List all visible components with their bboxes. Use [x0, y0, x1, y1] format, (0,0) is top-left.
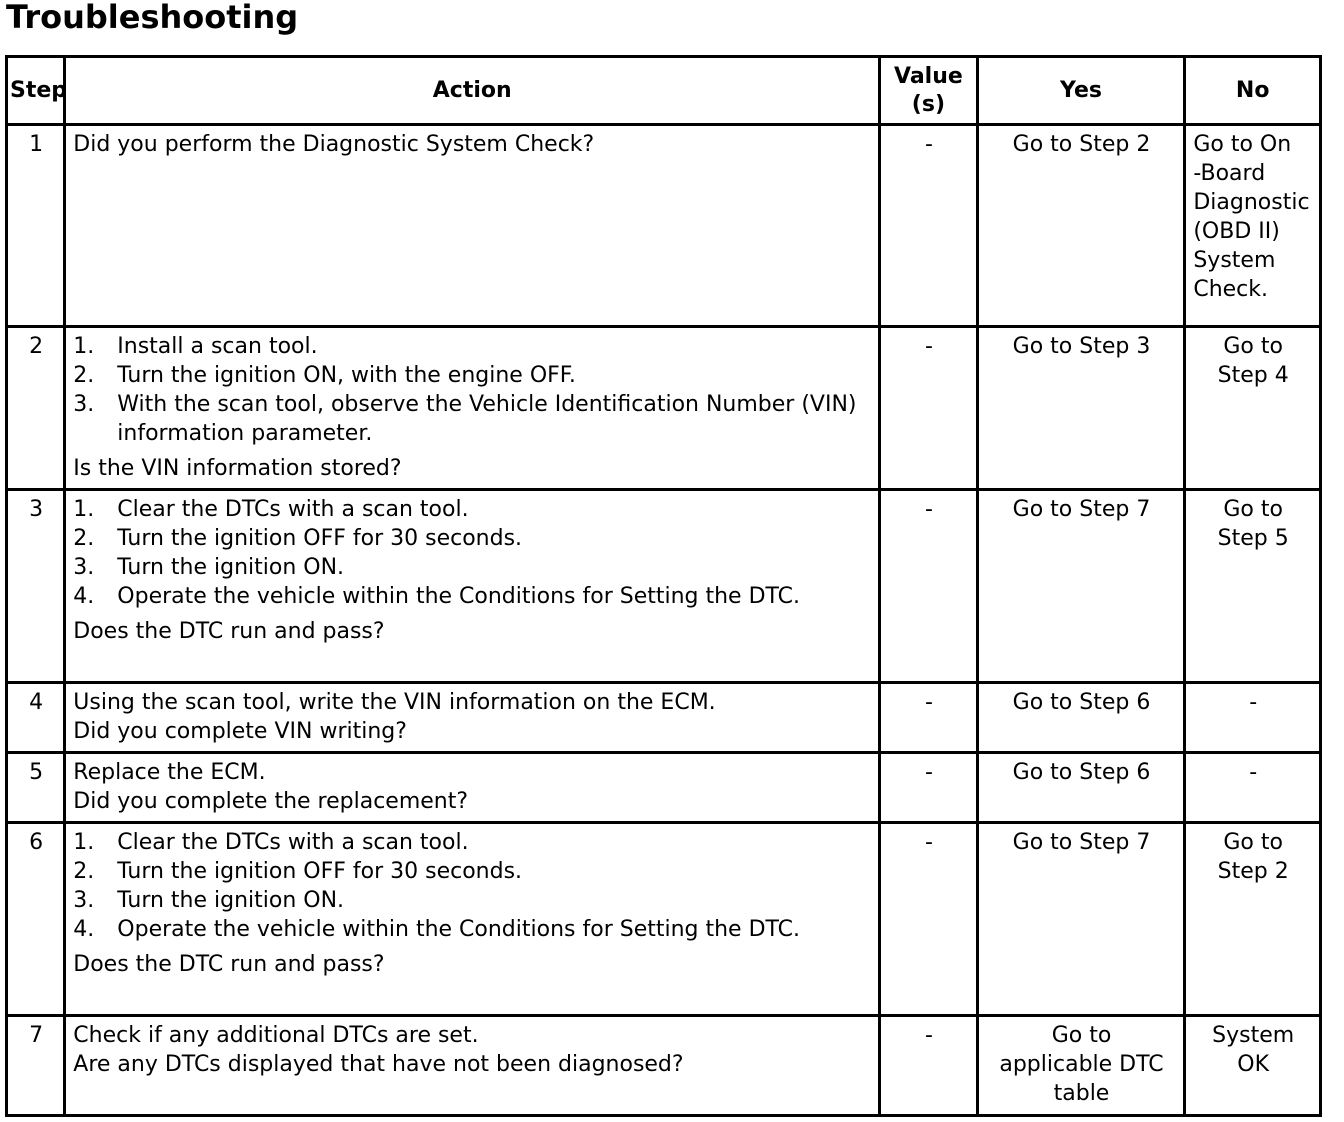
action-step-number: 1. [73, 334, 95, 359]
yes-cell: Go to Step 2 [977, 125, 1185, 327]
header-value [880, 57, 977, 125]
no-line: Step 2 [1217, 859, 1289, 884]
action-step-number: 2. [73, 526, 95, 551]
action-question: Is the VIN information stored? [73, 456, 402, 481]
action-line: Did you complete VIN writing? [73, 719, 407, 744]
action-cell [65, 490, 880, 683]
yes-line: applicable DTC [999, 1052, 1164, 1077]
action-step-number: 2. [73, 363, 95, 388]
no-cell [1185, 753, 1321, 823]
step-number: 5 [7, 753, 65, 823]
value-cell: - [880, 683, 977, 753]
action-step-text: Clear the DTCs with a scan tool. [117, 497, 469, 522]
no-line: Step 4 [1217, 363, 1289, 388]
no-line: Go to [1223, 334, 1283, 359]
yes-line: Go to [1051, 1023, 1112, 1048]
yes-cell: Go to Step 3 [977, 327, 1185, 490]
step-number: 2 [7, 327, 65, 490]
no-cell [1185, 125, 1321, 327]
action-cell [65, 125, 880, 327]
step-number: 4 [7, 683, 65, 753]
value-cell: - [880, 327, 977, 490]
value-cell: - [880, 1016, 977, 1116]
no-line: Go to On [1193, 132, 1292, 157]
troubleshooting-table [5, 55, 1322, 1117]
action-step-item [73, 390, 872, 448]
action-step-text: Turn the ignition ON, with the engine OFF. [117, 363, 576, 388]
no-line: (OBD II) [1193, 219, 1280, 244]
no-line: -Board [1193, 161, 1266, 186]
no-cell [1185, 683, 1321, 753]
no-cell [1185, 1016, 1321, 1116]
action-step-item [73, 553, 872, 582]
action-step-text: With the scan tool, observe the Vehicle Identification Number (VIN) information parameter. [117, 392, 857, 446]
action-step-number: 4. [73, 917, 95, 942]
action-step-item [73, 582, 872, 611]
action-cell [65, 1016, 880, 1116]
header-no: No [1185, 57, 1321, 125]
action-step-number: 3. [73, 888, 95, 913]
action-step-item [73, 332, 872, 361]
action-question: Does the DTC run and pass? [73, 619, 385, 644]
no-line: Go to [1223, 497, 1283, 522]
no-line: System [1193, 248, 1276, 273]
value-cell: - [880, 823, 977, 1016]
no-cell [1185, 823, 1321, 1016]
action-step-number: 1. [73, 497, 95, 522]
no-line: Go to [1223, 830, 1283, 855]
action-cell [65, 823, 880, 1016]
no-line: Step 5 [1217, 526, 1289, 551]
value-cell: - [880, 125, 977, 327]
action-step-text: Operate the vehicle within the Conditions for Setting the DTC. [117, 917, 801, 942]
action-line: Using the scan tool, write the VIN information on the ECM. [73, 690, 716, 715]
yes-cell: Go to Step 6 [977, 753, 1185, 823]
table-row [7, 125, 1321, 327]
no-cell [1185, 327, 1321, 490]
action-step-number: 1. [73, 830, 95, 855]
action-step-item [73, 857, 872, 886]
header-yes: Yes [977, 57, 1185, 125]
table-row [7, 327, 1321, 490]
no-line: Check. [1193, 277, 1269, 302]
action-step-item [73, 886, 872, 915]
action-line: Did you perform the Diagnostic System Check? [73, 132, 595, 157]
no-line: - [1249, 760, 1258, 785]
step-number: 3 [7, 490, 65, 683]
step-number: 7 [7, 1016, 65, 1116]
action-step-number: 3. [73, 392, 95, 417]
no-line: System [1212, 1023, 1295, 1048]
action-step-item [73, 915, 872, 944]
action-step-item [73, 495, 872, 524]
action-step-item [73, 361, 872, 390]
action-step-number: 3. [73, 555, 95, 580]
step-number: 1 [7, 125, 65, 327]
action-step-text: Clear the DTCs with a scan tool. [117, 830, 469, 855]
no-line: Diagnostic [1193, 190, 1310, 215]
header-value-line1: Value [894, 63, 963, 89]
action-step-text: Turn the ignition OFF for 30 seconds. [117, 526, 523, 551]
page-title: Troubleshooting [6, 0, 299, 36]
yes-cell: Go to Step 7 [977, 823, 1185, 1016]
no-line: - [1249, 690, 1258, 715]
table-header-row [7, 57, 1321, 125]
header-value-line2: (s) [911, 91, 946, 117]
no-cell [1185, 490, 1321, 683]
yes-line: table [1053, 1081, 1110, 1106]
action-line: Did you complete the replacement? [73, 789, 469, 814]
yes-cell: Go to Step 7 [977, 490, 1185, 683]
action-step-text: Turn the ignition ON. [117, 888, 345, 913]
action-steps-list [73, 495, 872, 611]
header-step: Step [7, 57, 65, 125]
action-steps-list [73, 332, 872, 448]
action-step-item [73, 828, 872, 857]
table-row [7, 823, 1321, 1016]
action-cell [65, 753, 880, 823]
action-cell [65, 327, 880, 490]
table-row [7, 1016, 1321, 1116]
table-row [7, 490, 1321, 683]
action-step-number: 4. [73, 584, 95, 609]
action-steps-list [73, 828, 872, 944]
table-row [7, 683, 1321, 753]
action-step-text: Turn the ignition OFF for 30 seconds. [117, 859, 523, 884]
action-line: Check if any additional DTCs are set. [73, 1023, 479, 1048]
header-action: Action [65, 57, 880, 125]
action-step-item [73, 524, 872, 553]
yes-cell [977, 1016, 1185, 1116]
table-row [7, 753, 1321, 823]
step-number: 6 [7, 823, 65, 1016]
action-step-number: 2. [73, 859, 95, 884]
yes-cell: Go to Step 6 [977, 683, 1185, 753]
value-cell: - [880, 490, 977, 683]
action-question: Does the DTC run and pass? [73, 952, 385, 977]
value-cell: - [880, 753, 977, 823]
action-step-text: Turn the ignition ON. [117, 555, 345, 580]
action-step-text: Install a scan tool. [117, 334, 318, 359]
action-step-text: Operate the vehicle within the Conditions for Setting the DTC. [117, 584, 801, 609]
action-cell [65, 683, 880, 753]
no-line: OK [1237, 1052, 1270, 1077]
action-line: Are any DTCs displayed that have not been diagnosed? [73, 1052, 684, 1077]
action-line: Replace the ECM. [73, 760, 266, 785]
